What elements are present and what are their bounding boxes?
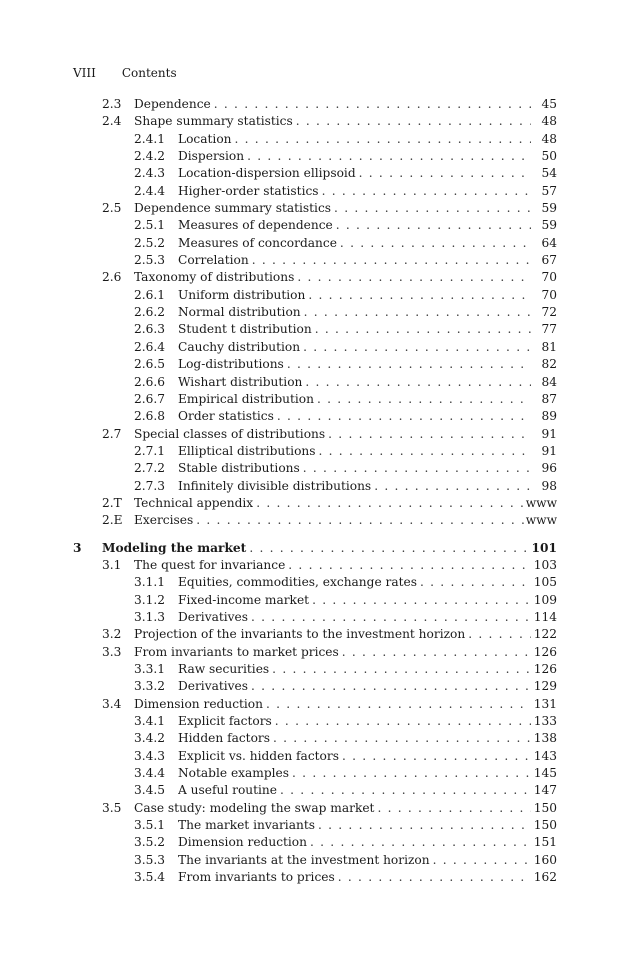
toc-entry-title: Order statistics — [178, 409, 274, 424]
toc-entry-title: Technical appendix — [134, 495, 254, 510]
toc-entry-number: 2.6.3 — [134, 322, 166, 337]
toc-subsection-entry[interactable] — [0, 817, 641, 834]
toc-entry-title-wrap — [178, 678, 531, 695]
table-of-contents — [0, 96, 641, 886]
toc-entry-page: 96 — [541, 461, 557, 476]
toc-entry-title-wrap — [134, 495, 531, 512]
toc-entry-page: 126 — [533, 644, 557, 659]
toc-subsection-entry[interactable] — [0, 460, 641, 477]
toc-entry-page: 126 — [533, 662, 557, 676]
toc-entry-number: 2.3 — [102, 97, 122, 111]
dot-leader — [280, 782, 531, 799]
toc-entry-page: 131 — [533, 696, 557, 711]
dot-leader — [287, 356, 531, 373]
toc-entry-page: 89 — [541, 409, 557, 424]
toc-entry-page: 45 — [541, 97, 557, 111]
dot-leader — [256, 495, 531, 512]
toc-entry-title: Taxonomy of distributions — [134, 270, 295, 285]
toc-entry-title-wrap — [134, 800, 531, 817]
toc-entry-title: Explicit factors — [178, 714, 272, 729]
toc-subsection-entry[interactable] — [0, 713, 641, 730]
toc-entry-title: Exercises — [134, 513, 194, 528]
toc-entry-number: 2.6.8 — [134, 409, 166, 424]
toc-entry-title: Normal distribution — [178, 305, 301, 320]
toc-entry-page: 122 — [533, 627, 557, 642]
toc-entry-number: 2.6.1 — [134, 287, 166, 302]
toc-entry-page: www — [525, 513, 557, 528]
toc-subsection-entry[interactable] — [0, 287, 641, 304]
toc-entry-page: 84 — [541, 374, 557, 389]
toc-subsection-entry[interactable] — [0, 148, 641, 165]
toc-subsection-entry[interactable] — [0, 730, 641, 747]
toc-entry-title: The market invariants — [178, 818, 315, 833]
toc-entry-page: 59 — [541, 218, 557, 233]
toc-entry-page: 129 — [533, 679, 557, 694]
toc-entry-number: 3.5.2 — [134, 835, 166, 850]
toc-subsection-entry[interactable] — [0, 235, 641, 252]
dot-leader — [342, 644, 531, 661]
toc-entry-title: Uniform distribution — [178, 287, 306, 302]
dot-leader — [303, 460, 531, 477]
toc-entry-number: 2.4.2 — [134, 149, 166, 164]
toc-entry-number: 3.1 — [102, 557, 122, 572]
toc-entry-number: 2.6.5 — [134, 357, 166, 372]
toc-entry-title-wrap — [134, 96, 531, 113]
toc-entry-title: Hidden factors — [178, 731, 270, 746]
toc-entry-page: 160 — [533, 852, 557, 867]
toc-entry-page: 109 — [533, 592, 557, 607]
toc-entry-title-wrap — [178, 574, 531, 591]
toc-entry-title-wrap — [178, 408, 531, 425]
running-head — [73, 66, 177, 80]
toc-entry-number: 2.T — [102, 495, 122, 510]
toc-entry-title: Elliptical distributions — [178, 443, 316, 458]
toc-entry-title-wrap — [178, 321, 531, 338]
dot-leader — [275, 713, 531, 730]
toc-entry-title-wrap — [134, 512, 531, 529]
toc-entry-page: 150 — [533, 818, 557, 833]
toc-entry-title: Special classes of distributions — [134, 426, 326, 441]
toc-entry-title: Stable distributions — [178, 461, 300, 476]
toc-entry-page: 70 — [541, 287, 557, 302]
toc-subsection-entry[interactable] — [0, 304, 641, 321]
toc-entry-title: Infinitely divisible distributions — [178, 478, 372, 493]
toc-subsection-entry[interactable] — [0, 252, 641, 269]
toc-entry-title-wrap — [134, 626, 531, 643]
toc-entry-number: 3.5.4 — [134, 870, 166, 885]
toc-entry-number: 2.6.7 — [134, 391, 166, 406]
dot-leader — [377, 800, 531, 817]
toc-entry-number: 3.4.2 — [134, 731, 166, 746]
dot-leader — [328, 426, 531, 443]
toc-entry-page: 81 — [541, 339, 557, 354]
toc-entry-title: Equities, commodities, exchange rates — [178, 575, 418, 590]
toc-entry-number: 3.4.4 — [134, 766, 166, 781]
toc-entry-title: Fixed-income market — [178, 592, 310, 607]
toc-entry-number: 2.E — [102, 513, 123, 528]
toc-entry-page: 150 — [533, 800, 557, 815]
toc-subsection-entry[interactable] — [0, 321, 641, 338]
toc-entry-title: From invariants to market prices — [134, 644, 339, 659]
toc-entry-page: 91 — [541, 426, 557, 441]
toc-entry-title-wrap — [178, 165, 531, 182]
toc-section-entry[interactable] — [0, 626, 641, 643]
toc-entry-title-wrap — [102, 540, 531, 557]
toc-entry-title-wrap — [178, 252, 531, 269]
toc-entry-number: 2.7.1 — [134, 443, 166, 458]
dot-leader — [334, 200, 531, 217]
toc-entry-page: 114 — [533, 609, 557, 624]
page-number: VIII — [73, 66, 96, 80]
toc-subsection-entry[interactable] — [0, 131, 641, 148]
toc-entry-title-wrap — [178, 713, 531, 730]
toc-entry-title-wrap — [178, 374, 531, 391]
toc-entry-title: Empirical distribution — [178, 391, 314, 406]
dot-leader — [277, 408, 531, 425]
toc-section-entry[interactable] — [0, 495, 641, 512]
toc-subsection-entry[interactable] — [0, 183, 641, 200]
toc-section-entry[interactable] — [0, 644, 641, 661]
toc-entry-number: 3.4 — [102, 696, 122, 711]
toc-entry-page: 72 — [541, 305, 557, 320]
toc-entry-title-wrap — [178, 748, 531, 765]
toc-section-entry[interactable] — [0, 557, 641, 574]
toc-entry-title-wrap — [134, 426, 531, 443]
toc-section-entry[interactable] — [0, 426, 641, 443]
dot-leader — [288, 557, 531, 574]
dot-leader — [359, 165, 531, 182]
dot-leader — [342, 748, 531, 765]
toc-section-entry[interactable] — [0, 696, 641, 713]
toc-subsection-entry[interactable] — [0, 748, 641, 765]
dot-leader — [433, 852, 531, 869]
toc-entry-page: 82 — [541, 357, 557, 372]
toc-entry-page: 162 — [533, 870, 557, 885]
toc-entry-title: Dimension reduction — [178, 835, 307, 850]
dot-leader — [336, 217, 531, 234]
dot-leader — [319, 443, 531, 460]
toc-entry-page: 98 — [541, 478, 557, 493]
toc-entry-number: 2.7 — [102, 426, 122, 441]
toc-subsection-entry[interactable] — [0, 678, 641, 695]
toc-entry-title: Location — [178, 131, 232, 146]
toc-section-entry[interactable] — [0, 113, 641, 130]
toc-entry-number: 3.5 — [102, 800, 122, 815]
toc-entry-title-wrap — [178, 339, 531, 356]
dot-leader — [304, 304, 531, 321]
toc-entry-page: 54 — [541, 166, 557, 181]
toc-entry-title: Measures of concordance — [178, 235, 337, 250]
toc-entry-page: 138 — [533, 731, 557, 746]
toc-entry-title-wrap — [178, 183, 531, 200]
toc-subsection-entry[interactable] — [0, 782, 641, 799]
dot-leader — [249, 540, 531, 557]
toc-entry-title: Cauchy distribution — [178, 339, 301, 354]
toc-entry-title-wrap — [178, 834, 531, 851]
dot-leader — [420, 574, 531, 591]
dot-leader — [312, 592, 531, 609]
toc-subsection-entry[interactable] — [0, 391, 641, 408]
toc-entry-title-wrap — [178, 661, 531, 678]
toc-entry-title-wrap — [178, 592, 531, 609]
dot-leader — [468, 626, 531, 643]
toc-entry-title: Dependence — [134, 97, 211, 111]
toc-section-entry[interactable] — [0, 800, 641, 817]
toc-entry-title-wrap — [178, 782, 531, 799]
toc-subsection-entry[interactable] — [0, 834, 641, 851]
toc-subsection-entry[interactable] — [0, 765, 641, 782]
dot-leader — [214, 96, 531, 113]
toc-entry-title-wrap — [134, 113, 531, 130]
toc-entry-number: 2.4.4 — [134, 183, 166, 198]
toc-entry-title-wrap — [178, 287, 531, 304]
toc-entry-title: Wishart distribution — [178, 374, 303, 389]
toc-entry-page: 59 — [541, 201, 557, 216]
toc-entry-page: 143 — [533, 748, 557, 763]
toc-section-entry[interactable] — [0, 96, 641, 113]
toc-entry-number: 2.6.4 — [134, 339, 166, 354]
toc-entry-page: 147 — [533, 783, 557, 798]
toc-entry-page: 57 — [541, 183, 557, 198]
toc-entry-title-wrap — [134, 644, 531, 661]
toc-entry-number: 2.5 — [102, 201, 122, 216]
dot-leader — [247, 148, 531, 165]
toc-entry-number: 2.5.3 — [134, 253, 166, 268]
toc-subsection-entry[interactable] — [0, 609, 641, 626]
toc-entry-page: 64 — [541, 235, 557, 250]
toc-entry-page: 103 — [533, 557, 557, 572]
dot-leader — [310, 834, 531, 851]
toc-entry-number: 2.4.3 — [134, 166, 166, 181]
dot-leader — [292, 765, 531, 782]
toc-entry-title: Shape summary statistics — [134, 114, 293, 129]
toc-subsection-entry[interactable] — [0, 852, 641, 869]
toc-entry-title-wrap — [178, 869, 531, 886]
toc-entry-number: 3.5.1 — [134, 818, 166, 833]
toc-entry-page: 87 — [541, 391, 557, 406]
toc-subsection-entry[interactable] — [0, 478, 641, 495]
toc-entry-number: 2.6.2 — [134, 305, 166, 320]
toc-entry-title: Projection of the invariants to the investment horizon — [134, 627, 466, 642]
toc-entry-title-wrap — [178, 478, 531, 495]
toc-entry-title: Explicit vs. hidden factors — [178, 748, 339, 763]
dot-leader — [308, 287, 531, 304]
toc-entry-number: 3 — [73, 540, 82, 555]
toc-subsection-entry[interactable] — [0, 374, 641, 391]
toc-entry-title-wrap — [178, 730, 531, 747]
toc-entry-number: 2.7.2 — [134, 461, 166, 476]
toc-entry-title: Higher-order statistics — [178, 183, 319, 198]
dot-leader — [303, 339, 531, 356]
toc-entry-number: 3.1.1 — [134, 575, 166, 590]
toc-entry-number: 2.4.1 — [134, 131, 166, 146]
toc-subsection-entry[interactable] — [0, 443, 641, 460]
toc-entry-title-wrap — [178, 217, 531, 234]
toc-entry-title: Modeling the market — [102, 540, 247, 555]
toc-entry-page: 77 — [541, 322, 557, 337]
toc-entry-title: The invariants at the investment horizon — [178, 852, 430, 867]
toc-entry-page: 133 — [533, 714, 557, 729]
toc-entry-title-wrap — [178, 460, 531, 477]
toc-subsection-entry[interactable] — [0, 574, 641, 591]
toc-entry-title-wrap — [134, 269, 531, 286]
toc-entry-number: 3.4.3 — [134, 748, 166, 763]
toc-entry-title: Case study: modeling the swap market — [134, 800, 375, 815]
toc-entry-page: 91 — [541, 443, 557, 458]
toc-entry-title-wrap — [178, 304, 531, 321]
toc-entry-page: 50 — [541, 149, 557, 164]
toc-entry-title-wrap — [134, 200, 531, 217]
toc-entry-title-wrap — [134, 557, 531, 574]
dot-leader — [374, 478, 531, 495]
toc-entry-title: Dependence summary statistics — [134, 201, 332, 216]
dot-leader — [252, 252, 531, 269]
toc-entry-page: 101 — [531, 540, 557, 555]
toc-entry-title-wrap — [178, 817, 531, 834]
toc-subsection-entry[interactable] — [0, 339, 641, 356]
toc-entry-number: 3.3.1 — [134, 662, 166, 676]
toc-section-entry[interactable] — [0, 512, 641, 529]
toc-entry-number: 3.4.1 — [134, 714, 166, 729]
dot-leader — [305, 374, 531, 391]
dot-leader — [340, 235, 531, 252]
toc-entry-title-wrap — [178, 609, 531, 626]
toc-entry-title-wrap — [178, 148, 531, 165]
toc-subsection-entry[interactable] — [0, 869, 641, 886]
dot-leader — [317, 391, 531, 408]
toc-subsection-entry[interactable] — [0, 356, 641, 373]
toc-subsection-entry[interactable] — [0, 165, 641, 182]
dot-leader — [315, 321, 531, 338]
toc-entry-title-wrap — [178, 391, 531, 408]
toc-entry-number: 3.5.3 — [134, 852, 166, 867]
toc-entry-title: Derivatives — [178, 679, 249, 694]
toc-subsection-entry[interactable] — [0, 592, 641, 609]
toc-entry-title-wrap — [178, 356, 531, 373]
toc-entry-title-wrap — [178, 235, 531, 252]
dot-leader — [251, 609, 531, 626]
toc-entry-page: 105 — [533, 575, 557, 590]
toc-entry-title: Correlation — [178, 253, 249, 268]
toc-entry-number: 2.4 — [102, 114, 122, 129]
dot-leader — [273, 730, 531, 747]
dot-leader — [318, 817, 531, 834]
dot-leader — [296, 113, 531, 130]
toc-entry-number: 2.6.6 — [134, 374, 166, 389]
toc-entry-page: 67 — [541, 253, 557, 268]
toc-entry-page: 145 — [533, 766, 557, 781]
toc-entry-title: Location-dispersion ellipsoid — [178, 166, 356, 181]
toc-entry-title-wrap — [178, 443, 531, 460]
dot-leader — [272, 661, 531, 678]
toc-entry-number: 3.1.3 — [134, 609, 166, 624]
running-title: Contents — [121, 66, 177, 80]
toc-entry-title-wrap — [178, 765, 531, 782]
toc-entry-page: www — [525, 495, 557, 510]
toc-entry-number: 3.3.2 — [134, 679, 166, 694]
toc-entry-page: 151 — [533, 835, 557, 850]
toc-entry-title: The quest for invariance — [134, 557, 286, 572]
toc-entry-title: Dimension reduction — [134, 696, 263, 711]
dot-leader — [297, 269, 531, 286]
dot-leader — [322, 183, 531, 200]
toc-entry-title: Notable examples — [178, 766, 290, 781]
toc-entry-title: Derivatives — [178, 609, 249, 624]
toc-entry-title: Log-distributions — [178, 357, 284, 372]
toc-entry-title: A useful routine — [178, 783, 277, 798]
toc-entry-number: 2.6 — [102, 270, 122, 285]
toc-subsection-entry[interactable] — [0, 661, 641, 678]
toc-subsection-entry[interactable] — [0, 408, 641, 425]
toc-chapter-entry[interactable] — [0, 540, 641, 557]
toc-entry-number: 3.2 — [102, 627, 122, 642]
toc-entry-title-wrap — [178, 852, 531, 869]
toc-subsection-entry[interactable] — [0, 217, 641, 234]
toc-entry-title: Student t distribution — [178, 322, 312, 337]
toc-entry-number: 2.5.1 — [134, 218, 166, 233]
toc-entry-title: Dispersion — [178, 149, 245, 164]
toc-entry-number: 3.1.2 — [134, 592, 166, 607]
dot-leader — [338, 869, 531, 886]
toc-section-entry[interactable] — [0, 269, 641, 286]
toc-entry-title: Raw securities — [178, 662, 270, 676]
toc-entry-title: From invariants to prices — [178, 870, 335, 885]
toc-entry-page: 70 — [541, 270, 557, 285]
toc-entry-number: 3.3 — [102, 644, 122, 659]
toc-entry-page: 48 — [541, 131, 557, 146]
toc-entry-title-wrap — [134, 696, 531, 713]
dot-leader — [266, 696, 531, 713]
dot-leader — [196, 512, 531, 529]
toc-entry-number: 2.7.3 — [134, 478, 166, 493]
toc-entry-page: 48 — [541, 114, 557, 129]
toc-entry-number: 3.4.5 — [134, 783, 166, 798]
toc-entry-title: Measures of dependence — [178, 218, 333, 233]
toc-section-entry[interactable] — [0, 200, 641, 217]
toc-entry-number: 2.5.2 — [134, 235, 166, 250]
toc-entry-title-wrap — [178, 131, 531, 148]
dot-leader — [251, 678, 531, 695]
dot-leader — [235, 131, 531, 148]
